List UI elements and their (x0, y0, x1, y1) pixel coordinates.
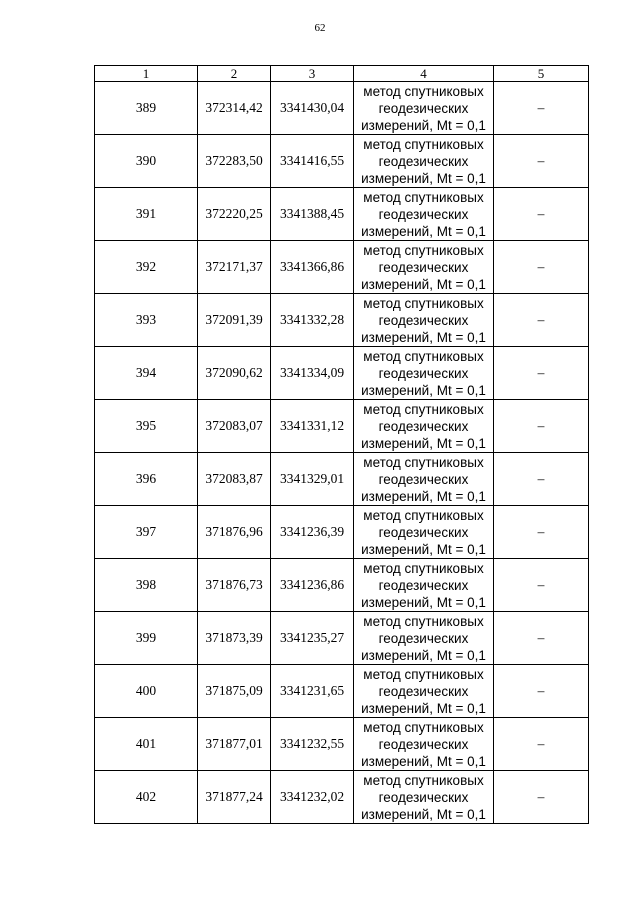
x-coordinate-cell: 371877,01 (198, 718, 271, 771)
column-header-5: 5 (494, 66, 589, 82)
x-coordinate-cell: 372083,87 (198, 453, 271, 506)
point-number-cell: 392 (95, 241, 198, 294)
note-cell: – (494, 188, 589, 241)
x-coordinate-cell: 371875,09 (198, 665, 271, 718)
note-cell: – (494, 612, 589, 665)
note-cell: – (494, 559, 589, 612)
x-coordinate-cell: 372283,50 (198, 135, 271, 188)
note-cell: – (494, 506, 589, 559)
y-coordinate-cell: 3341430,04 (271, 82, 354, 135)
point-number-cell: 398 (95, 559, 198, 612)
method-cell: метод спутниковых геодезических измерений, Mt = 0,1 (354, 559, 494, 612)
note-cell: – (494, 135, 589, 188)
x-coordinate-cell: 371873,39 (198, 612, 271, 665)
x-coordinate-cell: 371877,24 (198, 771, 271, 824)
table-row (95, 612, 589, 665)
point-number-cell: 394 (95, 347, 198, 400)
point-number-cell: 399 (95, 612, 198, 665)
x-coordinate-cell: 372091,39 (198, 294, 271, 347)
method-cell: метод спутниковых геодезических измерений, Mt = 0,1 (354, 506, 494, 559)
method-cell: метод спутниковых геодезических измерений, Mt = 0,1 (354, 771, 494, 824)
y-coordinate-cell: 3341334,09 (271, 347, 354, 400)
column-header-2: 2 (198, 66, 271, 82)
method-cell: метод спутниковых геодезических измерений, Mt = 0,1 (354, 241, 494, 294)
note-cell: – (494, 665, 589, 718)
point-number-cell: 402 (95, 771, 198, 824)
point-number-cell: 401 (95, 718, 198, 771)
point-number-cell: 397 (95, 506, 198, 559)
point-number-cell: 390 (95, 135, 198, 188)
table-row (95, 188, 589, 241)
x-coordinate-cell: 372220,25 (198, 188, 271, 241)
table-row (95, 347, 589, 400)
method-cell: метод спутниковых геодезических измерений, Mt = 0,1 (354, 400, 494, 453)
table-row (95, 135, 589, 188)
point-number-cell: 396 (95, 453, 198, 506)
method-cell: метод спутниковых геодезических измерений, Mt = 0,1 (354, 453, 494, 506)
column-header-4: 4 (354, 66, 494, 82)
y-coordinate-cell: 3341236,86 (271, 559, 354, 612)
y-coordinate-cell: 3341416,55 (271, 135, 354, 188)
page-number: 62 (314, 22, 326, 34)
point-number-cell: 393 (95, 294, 198, 347)
method-cell: метод спутниковых геодезических измерений, Mt = 0,1 (354, 612, 494, 665)
y-coordinate-cell: 3341231,65 (271, 665, 354, 718)
x-coordinate-cell: 371876,96 (198, 506, 271, 559)
table-row (95, 718, 589, 771)
note-cell: – (494, 82, 589, 135)
method-cell: метод спутниковых геодезических измерений, Mt = 0,1 (354, 135, 494, 188)
y-coordinate-cell: 3341232,02 (271, 771, 354, 824)
x-coordinate-cell: 371876,73 (198, 559, 271, 612)
point-number-cell: 395 (95, 400, 198, 453)
y-coordinate-cell: 3341235,27 (271, 612, 354, 665)
y-coordinate-cell: 3341232,55 (271, 718, 354, 771)
x-coordinate-cell: 372171,37 (198, 241, 271, 294)
method-cell: метод спутниковых геодезических измерений, Mt = 0,1 (354, 665, 494, 718)
point-number-cell: 389 (95, 82, 198, 135)
coordinates-table (94, 65, 589, 824)
note-cell: – (494, 400, 589, 453)
column-header-3: 3 (271, 66, 354, 82)
x-coordinate-cell: 372314,42 (198, 82, 271, 135)
note-cell: – (494, 718, 589, 771)
table-row (95, 294, 589, 347)
note-cell: – (494, 771, 589, 824)
table-row (95, 241, 589, 294)
y-coordinate-cell: 3341236,39 (271, 506, 354, 559)
method-cell: метод спутниковых геодезических измерений, Mt = 0,1 (354, 718, 494, 771)
column-header-1: 1 (95, 66, 198, 82)
y-coordinate-cell: 3341366,86 (271, 241, 354, 294)
point-number-cell: 400 (95, 665, 198, 718)
y-coordinate-cell: 3341332,28 (271, 294, 354, 347)
table-header-row (95, 66, 589, 82)
x-coordinate-cell: 372090,62 (198, 347, 271, 400)
table-row (95, 559, 589, 612)
y-coordinate-cell: 3341331,12 (271, 400, 354, 453)
table-body (95, 82, 589, 824)
x-coordinate-cell: 372083,07 (198, 400, 271, 453)
note-cell: – (494, 453, 589, 506)
table-row (95, 771, 589, 824)
method-cell: метод спутниковых геодезических измерений, Mt = 0,1 (354, 294, 494, 347)
point-number-cell: 391 (95, 188, 198, 241)
y-coordinate-cell: 3341329,01 (271, 453, 354, 506)
table-row (95, 506, 589, 559)
table-row (95, 453, 589, 506)
table-row (95, 665, 589, 718)
note-cell: – (494, 241, 589, 294)
table-row (95, 400, 589, 453)
y-coordinate-cell: 3341388,45 (271, 188, 354, 241)
note-cell: – (494, 347, 589, 400)
method-cell: метод спутниковых геодезических измерений, Mt = 0,1 (354, 188, 494, 241)
method-cell: метод спутниковых геодезических измерений, Mt = 0,1 (354, 347, 494, 400)
table-row (95, 82, 589, 135)
method-cell: метод спутниковых геодезических измерений, Mt = 0,1 (354, 82, 494, 135)
note-cell: – (494, 294, 589, 347)
